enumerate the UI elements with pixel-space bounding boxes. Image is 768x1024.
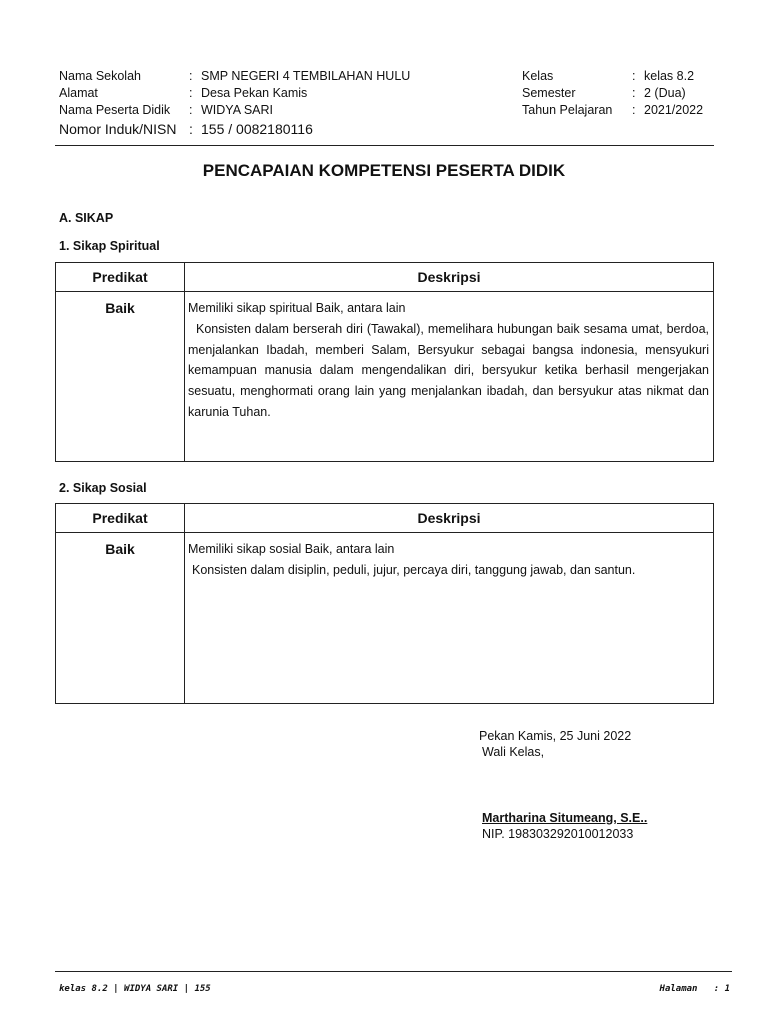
semester-label: Semester [522,86,576,100]
student-name-row [59,102,410,119]
social-table [55,503,714,704]
place-date: Pekan Kamis, 25 Juni 2022 [479,729,632,743]
student-name-label: Nama Peserta Didik [59,103,171,117]
nisn-value: 155 / 0082180116 [201,121,313,137]
signature-block [479,728,647,842]
colon: : [189,86,193,100]
colon: : [632,103,636,117]
homeroom-teacher-name: Martharina Situmeang, S.E.. [482,811,648,825]
semester-value: 2 (Dua) [644,86,686,100]
header-divider [55,145,714,146]
deskripsi-intro: Memiliki sikap spiritual Baik, antara lain [188,301,406,315]
spiritual-table [55,262,714,462]
deskripsi-body: Konsisten dalam berserah diri (Tawakal), memelihara hubungan baik sesama umat, berdoa, menjalankan Ibadah, memberi Salam, Bersyukur sebagai bangsa indonesia, mensyukuri kemampuan manusia dalam mengendalikan diri, bersyukur ketika berhasil mengerjakan sesuatu, menghormati orang lain yang menjalankan ibadah, dan bersyukur atas nikmat dan karunia Tuhan. [188,321,709,419]
class-label: Kelas [522,69,554,83]
social-heading: 2. Sikap Sosial [59,481,147,495]
predikat-value: Baik [56,533,185,704]
colon: : [632,86,636,100]
address-label: Alamat [59,86,98,100]
deskripsi-header: Deskripsi [185,263,714,292]
nisn-row [59,119,410,139]
page-number: Halaman : 1 [659,984,730,994]
semester-row [522,85,703,102]
signature-role: Wali Kelas, [482,745,545,759]
spiritual-heading: 1. Sikap Spiritual [59,239,160,253]
school-name-label: Nama Sekolah [59,69,141,83]
colon: : [189,103,193,117]
colon: : [189,121,193,137]
predikat-header: Predikat [56,504,185,533]
class-info [522,68,703,119]
class-value: kelas 8.2 [644,69,695,83]
table-header-row [56,504,714,533]
student-info [59,68,410,139]
table-row [56,292,714,462]
section-a-heading: A. SIKAP [59,211,114,225]
deskripsi-cell [185,533,714,704]
academic-year-value: 2021/2022 [644,103,704,117]
address-row [59,85,410,102]
colon: : [189,69,193,83]
colon: : [632,69,636,83]
teacher-nip: NIP. 198303292010012033 [482,827,634,841]
deskripsi-header: Deskripsi [185,504,714,533]
school-name-row [59,68,410,85]
academic-year-label: Tahun Pelajaran [522,103,613,117]
class-row [522,68,703,85]
footer-divider [55,971,732,972]
deskripsi-intro: Memiliki sikap sosial Baik, antara lain [188,542,395,556]
table-header-row [56,263,714,292]
deskripsi-body: Konsisten dalam disiplin, peduli, jujur, percaya diri, tanggung jawab, dan santun. [192,562,636,577]
nisn-label: Nomor Induk/NISN [59,121,177,137]
footer-student-info: kelas 8.2 | WIDYA SARI | 155 [59,984,211,994]
school-name-value: SMP NEGERI 4 TEMBILAHAN HULU [201,69,411,83]
deskripsi-cell [185,292,714,462]
student-name-value: WIDYA SARI [201,103,274,117]
predikat-header: Predikat [56,263,185,292]
page-title: PENCAPAIAN KOMPETENSI PESERTA DIDIK [202,161,566,180]
predikat-value: Baik [56,292,185,462]
address-value: Desa Pekan Kamis [201,86,308,100]
table-row [56,533,714,704]
academic-year-row [522,102,703,119]
